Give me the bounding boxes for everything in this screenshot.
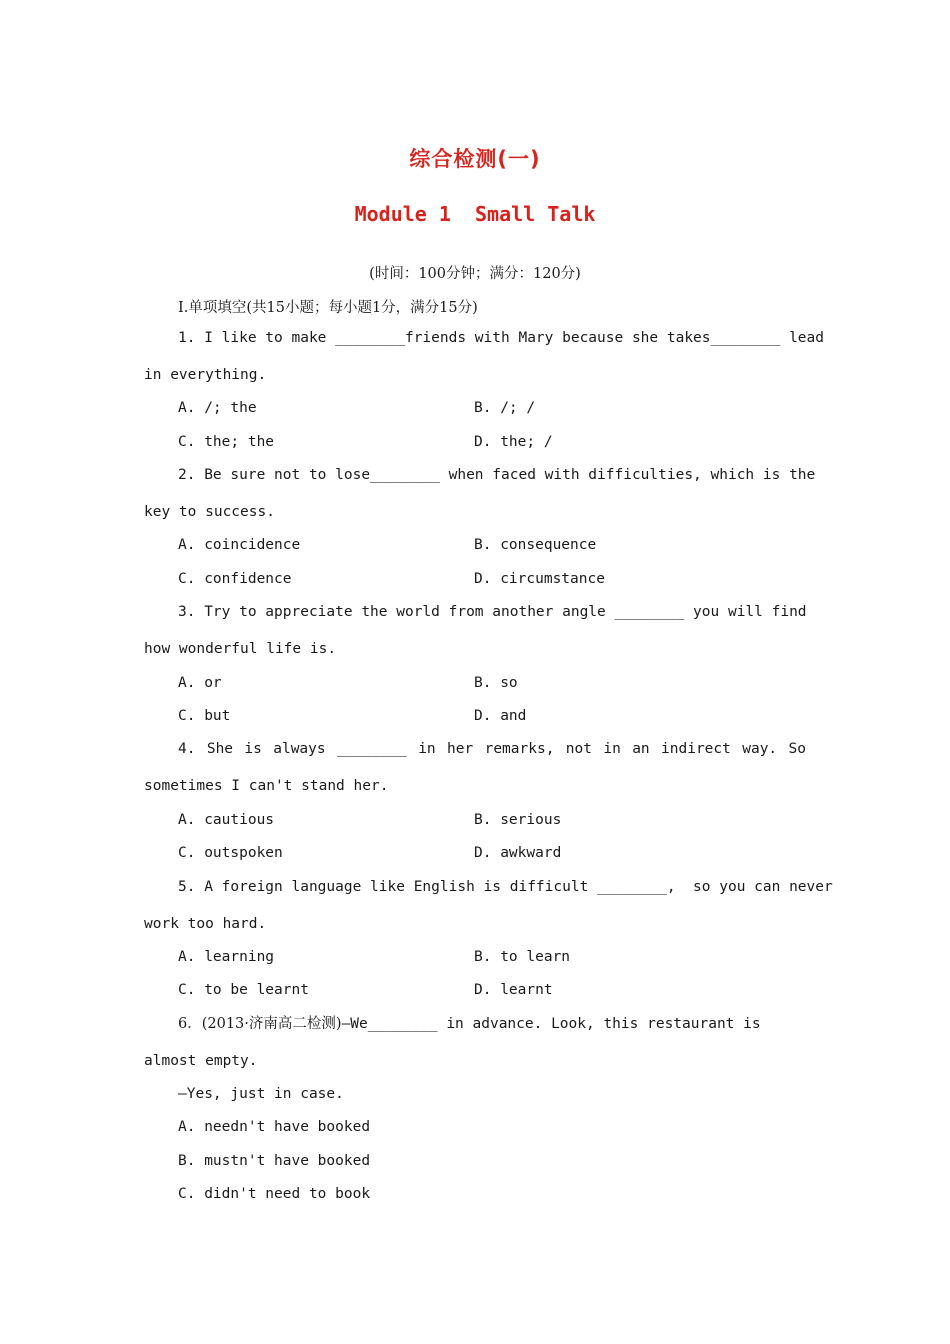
question-4-option-d[interactable]: D. awkward [474, 845, 562, 861]
question-5-stem: 5. A foreign language like English is difficult ________, so you can never [178, 879, 833, 895]
question-3-stem: 3. Try to appreciate the world from another angle ________ you will find [178, 604, 807, 620]
section-heading: Ⅰ.单项填空(共15小题；每小题1分，满分15分) [178, 300, 478, 316]
question-5-option-d[interactable]: D. learnt [474, 982, 553, 998]
question-3-stem-cont: how wonderful life is. [144, 641, 337, 657]
question-2-option-b[interactable]: B. consequence [474, 537, 597, 553]
question-4-option-a[interactable]: A. cautious [178, 812, 275, 828]
question-5-option-b[interactable]: B. to learn [474, 949, 571, 965]
question-2-option-c[interactable]: C. confidence [178, 571, 292, 587]
question-4-option-c[interactable]: C. outspoken [178, 845, 283, 861]
question-2-option-d[interactable]: D. circumstance [474, 571, 605, 587]
question-5-option-c[interactable]: C. to be learnt [178, 982, 309, 998]
question-6-source: 6．(2013·济南高二检测) [178, 1016, 342, 1032]
question-4-option-b[interactable]: B. serious [474, 812, 562, 828]
question-2-stem: 2. Be sure not to lose________ when faced with difficulties, which is the [178, 467, 816, 483]
question-2-option-a[interactable]: A. coincidence [178, 537, 301, 553]
question-3-option-c[interactable]: C. but [178, 708, 231, 724]
module-title: Module 1 Small Talk [354, 202, 596, 226]
question-4-stem: 4. She is always ________ in her remarks, not in an indirect way. So [178, 741, 806, 757]
question-6-stem [178, 1014, 806, 1034]
question-6-reply: —Yes, just in case. [178, 1086, 344, 1102]
question-1-option-c[interactable]: C. the; the [178, 434, 275, 450]
document-title-cn: 综合检测(一) [409, 147, 541, 171]
question-2-stem-cont: key to success. [144, 504, 275, 520]
question-5-stem-cont: work too hard. [144, 916, 267, 932]
question-5-option-a[interactable]: A. learning [178, 949, 275, 965]
question-6-stem-cont: almost empty. [144, 1053, 258, 1069]
question-1-stem-cont: in everything. [144, 367, 267, 383]
question-6-option-a[interactable]: A. needn't have booked [178, 1119, 371, 1135]
question-3-option-d[interactable]: D. and [474, 708, 527, 724]
question-4-stem-cont: sometimes I can't stand her. [144, 778, 389, 794]
question-1-option-d[interactable]: D. the; / [474, 434, 553, 450]
exam-time-info: (时间：100分钟；满分：120分) [369, 266, 581, 282]
question-6-option-b[interactable]: B. mustn't have booked [178, 1153, 371, 1169]
question-6-dialogue: —We________ in advance. Look, this restaurant is [341, 1016, 761, 1032]
question-3-option-b[interactable]: B. so [474, 675, 518, 691]
question-1-option-b[interactable]: B. /; / [474, 400, 536, 416]
question-6-option-c[interactable]: C. didn't need to book [178, 1186, 371, 1202]
question-3-option-a[interactable]: A. or [178, 675, 222, 691]
question-1-option-a[interactable]: A. /; the [178, 400, 257, 416]
question-1-stem: 1. I like to make ________friends with Mary because she takes________ lead [178, 330, 825, 346]
